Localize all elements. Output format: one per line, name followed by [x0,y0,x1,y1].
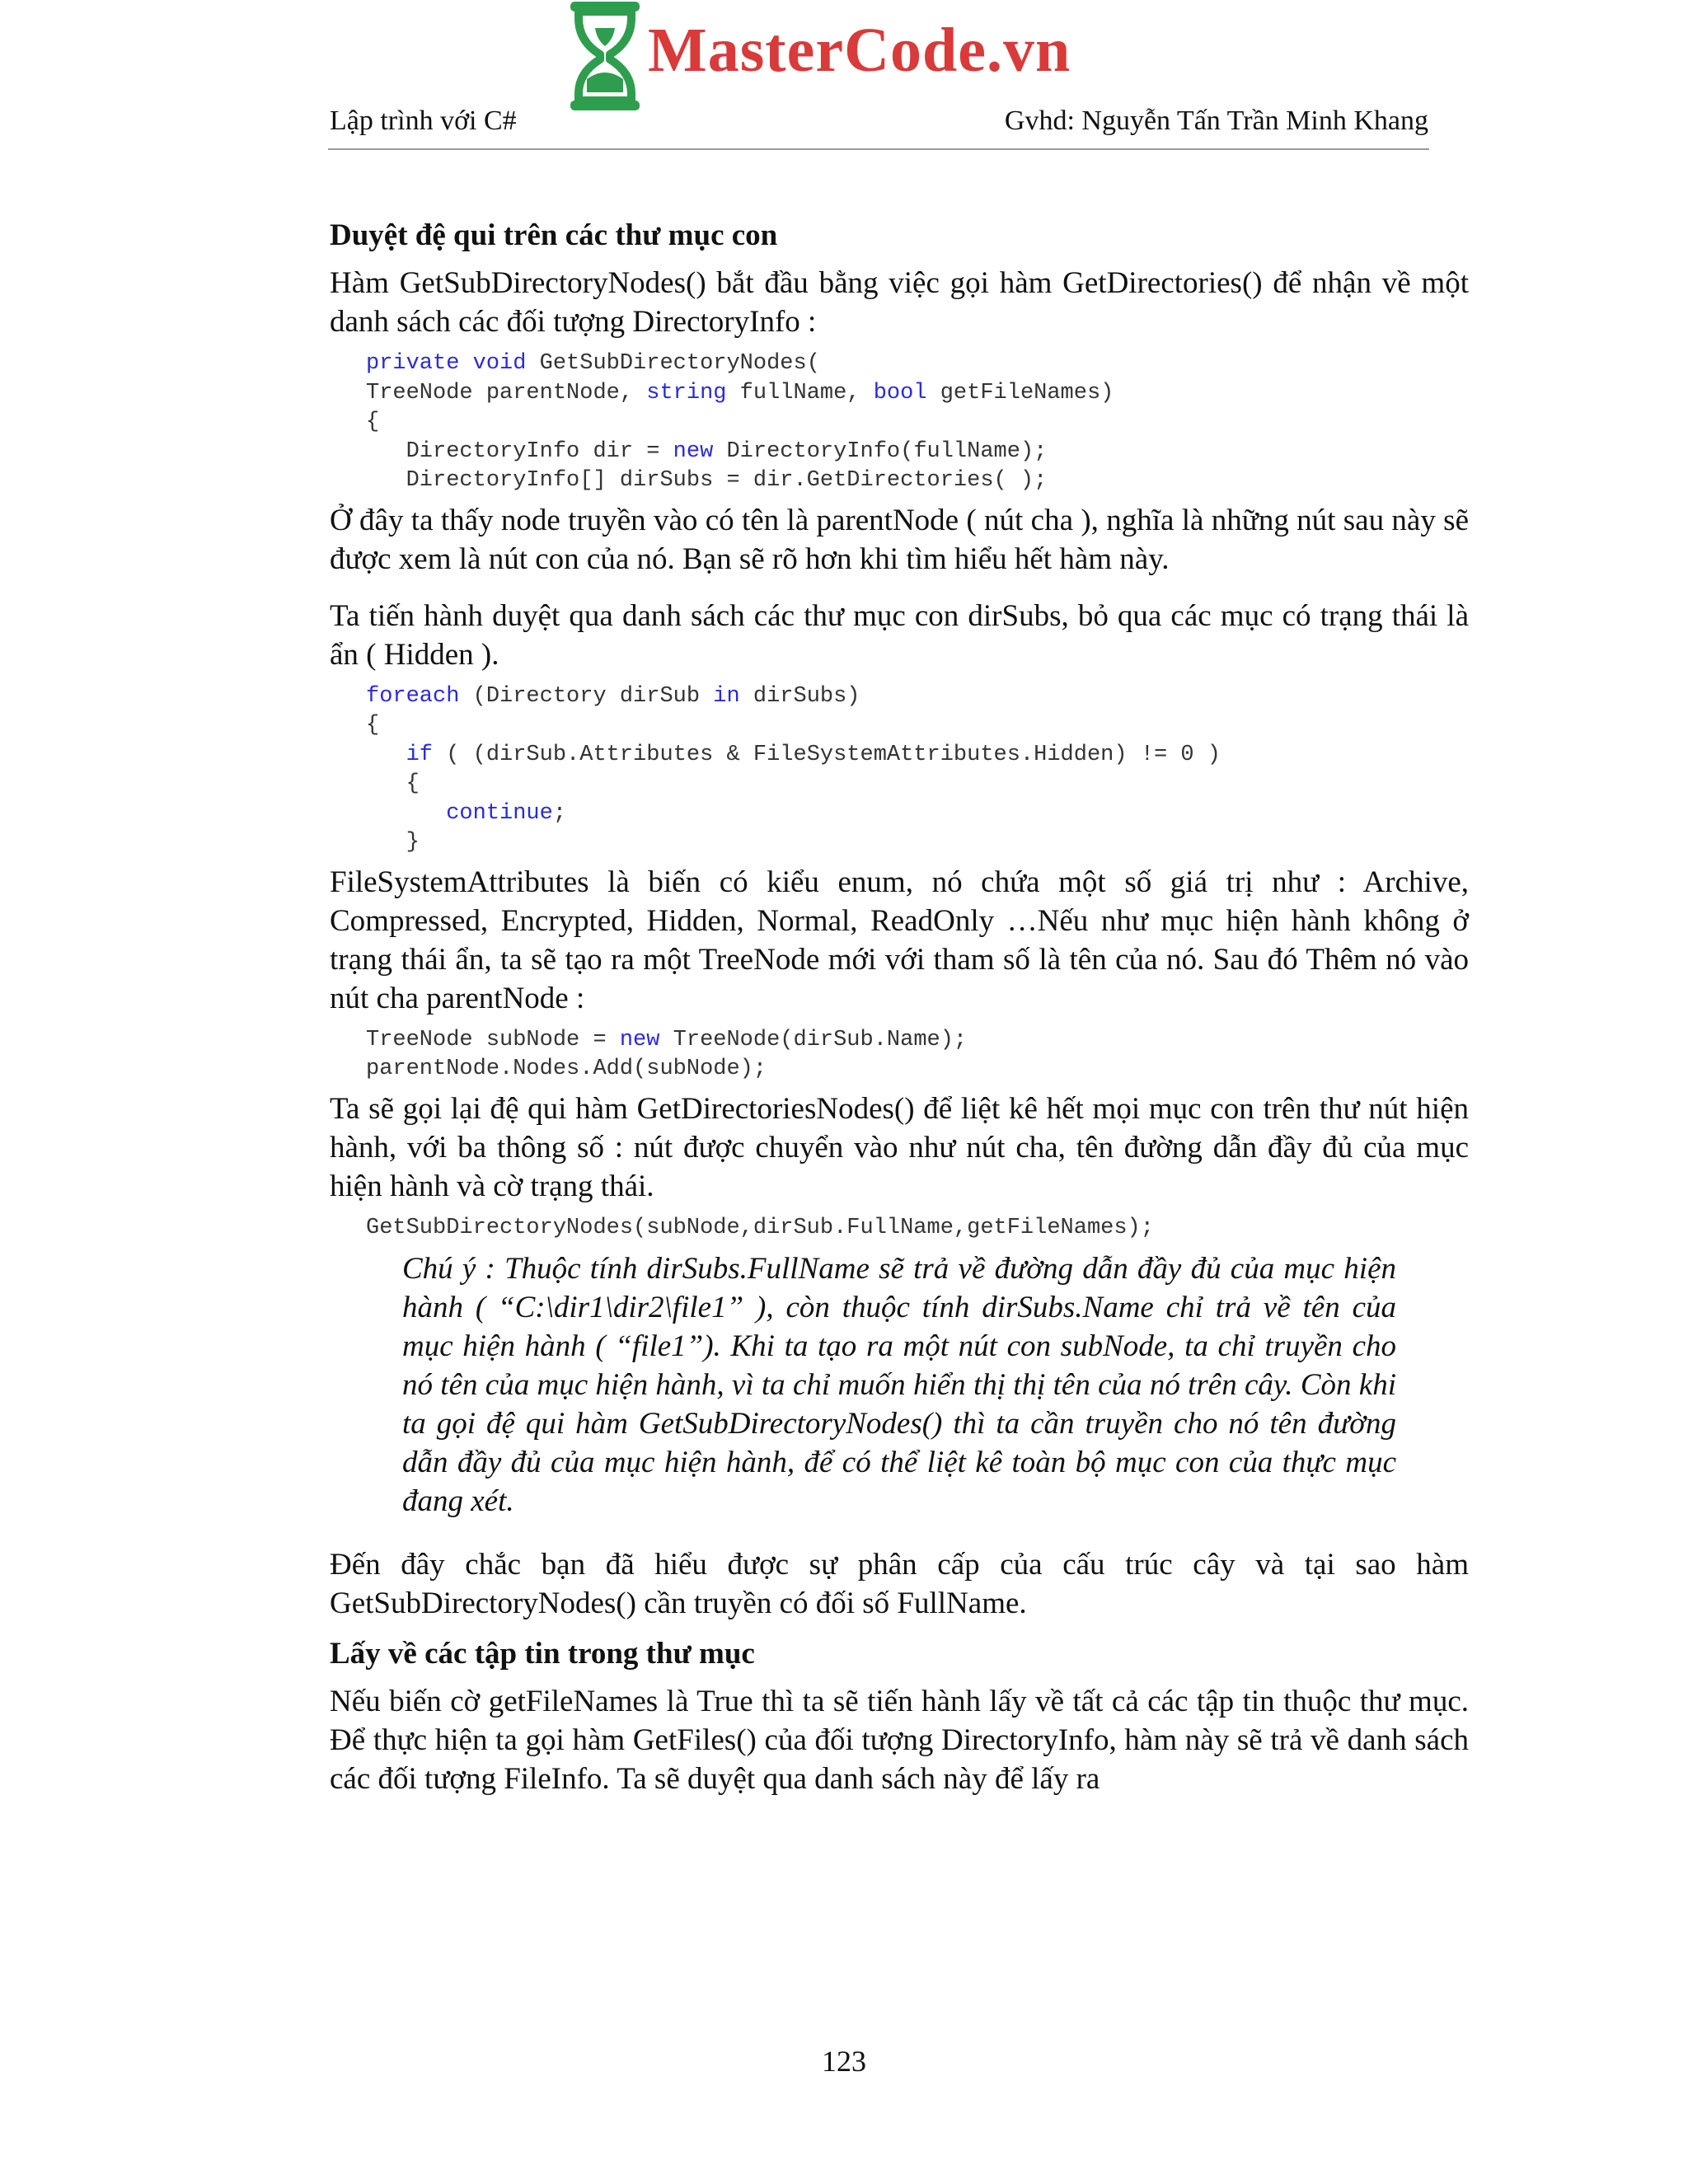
code-text: getFileNames) [926,380,1114,405]
code-line [366,830,420,855]
code-line [366,801,566,826]
logo-text: MasterCode.vn [648,16,1071,85]
code-block [366,1214,1469,1244]
code-keyword: bool [873,380,927,405]
code-line [366,1028,967,1052]
code-text: DirectoryInfo[] dirSubs = dir.GetDirectories( ); [366,468,1048,493]
paragraph: Đến đây chắc bạn đã hiểu được sự phân cấp của cấu trúc cây và tại sao hàm GetSubDirectoryNodes() cần truyền có đối số FullName. [330,1548,1469,1620]
code-keyword: if [406,742,434,767]
code-text: { [366,410,380,434]
code-line [366,381,1114,405]
code-text: TreeNode subNode = [366,1027,620,1052]
paragraph: Nếu biến cờ getFileNames là True thì ta sẽ tiến hành lấy về tất cả các tập tin thuộc thư mục. Để thực hiện ta gọi hàm GetFiles() của đối tượng DirectoryInfo, hàm này sẽ trả về danh sách các đối tượng FileInfo. Ta sẽ duyệt qua danh sách này để lấy ra [330,1685,1469,1796]
header-divider [328,148,1429,150]
section-heading: Lấy về các tập tin trong thư mục [330,1637,755,1671]
code-line [366,713,379,738]
code-text [366,801,446,826]
section-heading: Duyệt đệ qui trên các thư mục con [330,218,778,252]
code-text: parentNode.Nodes.Add(subNode); [366,1057,767,1081]
paragraph: Hàm GetSubDirectoryNodes() bắt đầu bằng việc gọi hàm GetDirectories() để nhận về một danh sách các đối tượng DirectoryInfo : [330,266,1469,339]
header-author: Gvhd: Nguyễn Tấn Trần Minh Khang [1004,105,1428,136]
code-keyword: in [713,683,740,709]
code-keyword: foreach [366,683,460,709]
paragraph: Ở đây ta thấy node truyền vào có tên là parentNode ( nút cha ), nghĩa là những nút sau này sẽ được xem là nút con của nó. Bạn sẽ rõ hơn khi tìm hiểu hết hàm này. [330,503,1469,576]
code-line [366,1216,1154,1240]
code-block [366,1026,1469,1085]
hourglass-icon [564,0,646,115]
code-keyword: string [646,380,727,405]
code-text: TreeNode(dirSub.Name); [659,1027,968,1052]
code-line [366,468,1047,493]
code-keyword: private [366,351,460,376]
code-text: } [366,830,420,855]
code-line [366,410,379,434]
code-line [366,351,820,376]
code-text: { [366,713,380,738]
italic-note: Chú ý : Thuộc tính dirSubs.FullName sẽ trả về đường dẫn đầy đủ của mục hiện hành ( “C:\dir1\dir2\file1” ), còn thuộc tính dirSubs.Name chỉ trả về tên của mục hiện hành ( “file1”). Khi ta tạo ra một nút con subNode, ta chỉ truyền cho nó tên của mục hiện hành, vì ta chỉ muốn hiển thị thị tên của nó trên cây. Còn khi ta gọi đệ qui hàm GetSubDirectoryNodes() thì ta cần truyền cho nó tên đường dẫn đầy đủ của mục hiện hành, để có thể liệt kê toàn bộ mục con của thực mục đang xét. [402,1252,1396,1518]
paragraph: Ta tiến hành duyệt qua danh sách các thư mục con dirSubs, bỏ qua các mục có trạng thái là ẩn ( Hidden ). [330,598,1469,672]
code-keyword: new [619,1027,660,1052]
code-text: (Directory dirSub [459,683,714,709]
code-line [366,1057,767,1081]
code-text: TreeNode parentNode, [366,380,647,405]
code-text: ( (dirSub.Attributes & FileSystemAttributes.Hidden) != 0 ) [433,742,1221,767]
header-title: Lập trình với C# [330,105,517,136]
code-keyword: void [472,351,527,376]
code-line [366,743,1221,767]
code-text: DirectoryInfo dir = [366,438,673,464]
code-text: { [366,771,420,796]
code-text: GetSubDirectoryNodes(subNode,dirSub.FullName,getFileNames); [366,1215,1154,1240]
code-text: DirectoryInfo(fullName); [713,438,1048,464]
paragraph: FileSystemAttributes là biến có kiểu enum, nó chứa một số giá trị như : Archive, Compressed, Encrypted, Hidden, Normal, ReadOnly …Nếu như mục hiện hành không ở trạng thái ẩn, ta sẽ tạo ra một TreeNode mới với tham số là tên của nó. Sau đó Thêm nó vào nút cha parentNode : [330,865,1469,1015]
code-line [366,439,1047,464]
page-number: 123 [822,2045,866,2078]
mastercode-logo [564,0,1124,115]
paragraph: Ta sẽ gọi lại đệ qui hàm GetDirectoriesNodes() để liệt kê hết mọi mục con trên thư nút hiện hành, với ba thông số : nút được chuyển vào như nút cha, tên đường dẫn đầy đủ của mục hiện hành và cờ trạng thái. [330,1091,1469,1203]
code-line [366,771,420,796]
code-text [459,351,472,376]
code-keyword: continue [446,800,553,826]
code-keyword: new [673,438,714,464]
code-text [366,743,406,767]
page-content [330,216,1469,1807]
code-line [366,684,860,709]
code-block [366,682,1469,858]
code-text: ; [552,800,567,826]
code-text: fullName, [726,380,874,405]
code-text: dirSubs) [739,683,860,709]
code-block [366,349,1469,496]
code-text: GetSubDirectoryNodes( [526,351,820,376]
